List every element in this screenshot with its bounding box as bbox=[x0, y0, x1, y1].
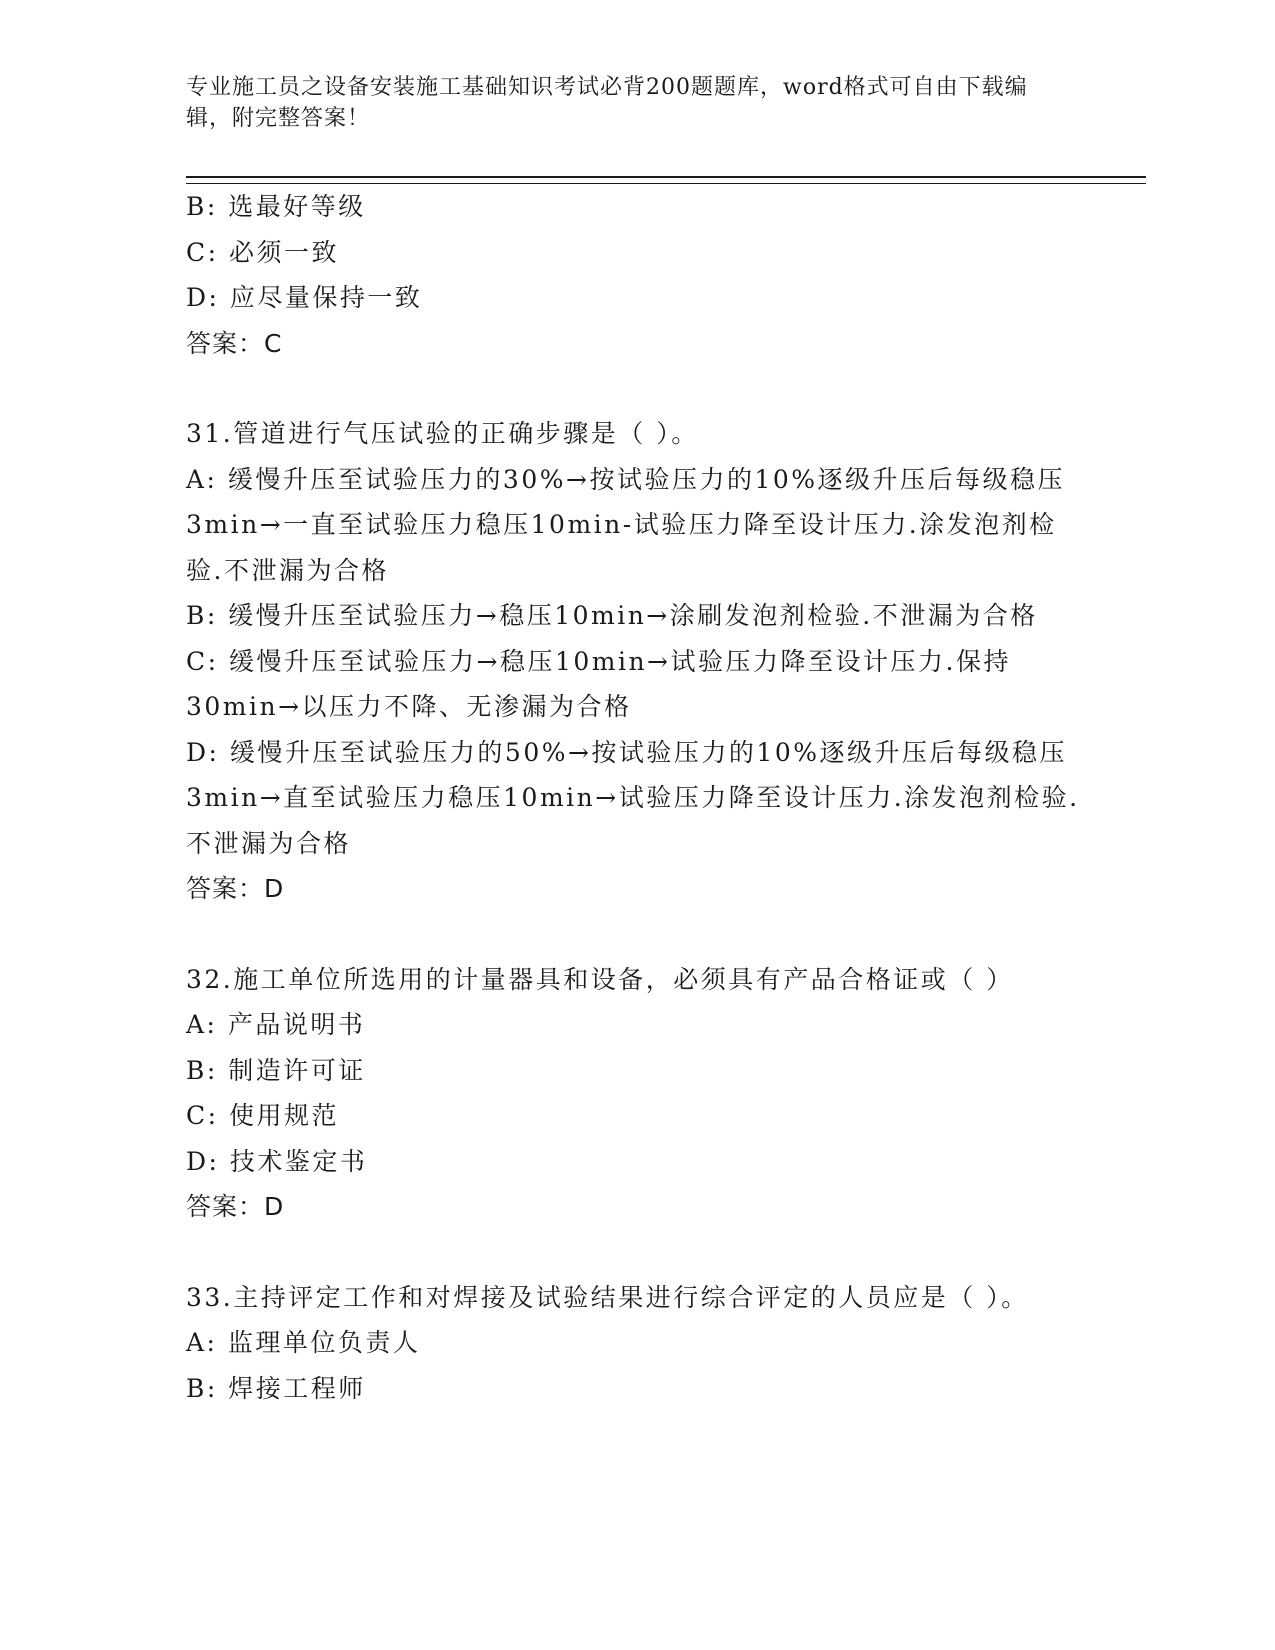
option-b: B: 选最好等级 bbox=[186, 192, 366, 221]
option-b: B: 缓慢升压至试验压力→稳压10min→涂刷发泡剂检验.不泄漏为合格 bbox=[186, 601, 1038, 630]
question-stem: 33.主持评定工作和对焊接及试验结果进行综合评定的人员应是（ ）。 bbox=[186, 1282, 1029, 1312]
question-stem: 32.施工单位所选用的计量器具和设备，必须具有产品合格证或（ ） bbox=[186, 964, 1014, 994]
option-d: D: 技术鉴定书 bbox=[186, 1146, 368, 1176]
option-a: A: 缓慢升压至试验压力的30%→按试验压力的10%逐级升压后每级稳压3min→一直至试验压力稳压10min-试验压力降至设计压力.涂发泡剂检验.不泄漏为合格 bbox=[186, 464, 1066, 585]
spacer bbox=[186, 912, 1086, 957]
option-d: D: 应尽量保持一致 bbox=[186, 283, 423, 312]
previous-question-tail bbox=[186, 184, 1086, 366]
spacer bbox=[186, 366, 1086, 411]
option-c: C: 缓慢升压至试验压力→稳压10min→试验压力降至设计压力.保持30min→以压力不降、无渗漏为合格 bbox=[186, 646, 1011, 721]
spacer bbox=[186, 1230, 1086, 1275]
question-32 bbox=[186, 957, 1086, 1230]
option-c: C: 使用规范 bbox=[186, 1101, 339, 1130]
option-c: C: 必须一致 bbox=[186, 237, 339, 267]
option-b: B: 焊接工程师 bbox=[186, 1373, 366, 1403]
answer: 答案：D bbox=[186, 874, 285, 903]
question-stem: 31.管道进行气压试验的正确步骤是（ ）。 bbox=[186, 419, 699, 448]
option-b: B: 制造许可证 bbox=[186, 1055, 366, 1085]
option-a: A: 监理单位负责人 bbox=[186, 1328, 421, 1357]
header-divider bbox=[186, 176, 1146, 184]
question-33 bbox=[186, 1275, 1086, 1412]
document-header: 专业施工员之设备安装施工基础知识考试必背200题题库，word格式可自由下载编辑，附完整答案！ bbox=[186, 75, 1028, 131]
document-content bbox=[186, 184, 1086, 1411]
answer: 答案：C bbox=[186, 328, 283, 358]
option-a: A: 产品说明书 bbox=[186, 1010, 366, 1039]
question-31 bbox=[186, 411, 1086, 912]
answer: 答案：D bbox=[186, 1192, 285, 1221]
option-d: D: 缓慢升压至试验压力的50%→按试验压力的10%逐级升压后每级稳压3min→直至试验压力稳压10min→试验压力降至设计压力.涂发泡剂检验.不泄漏为合格 bbox=[186, 737, 1080, 858]
